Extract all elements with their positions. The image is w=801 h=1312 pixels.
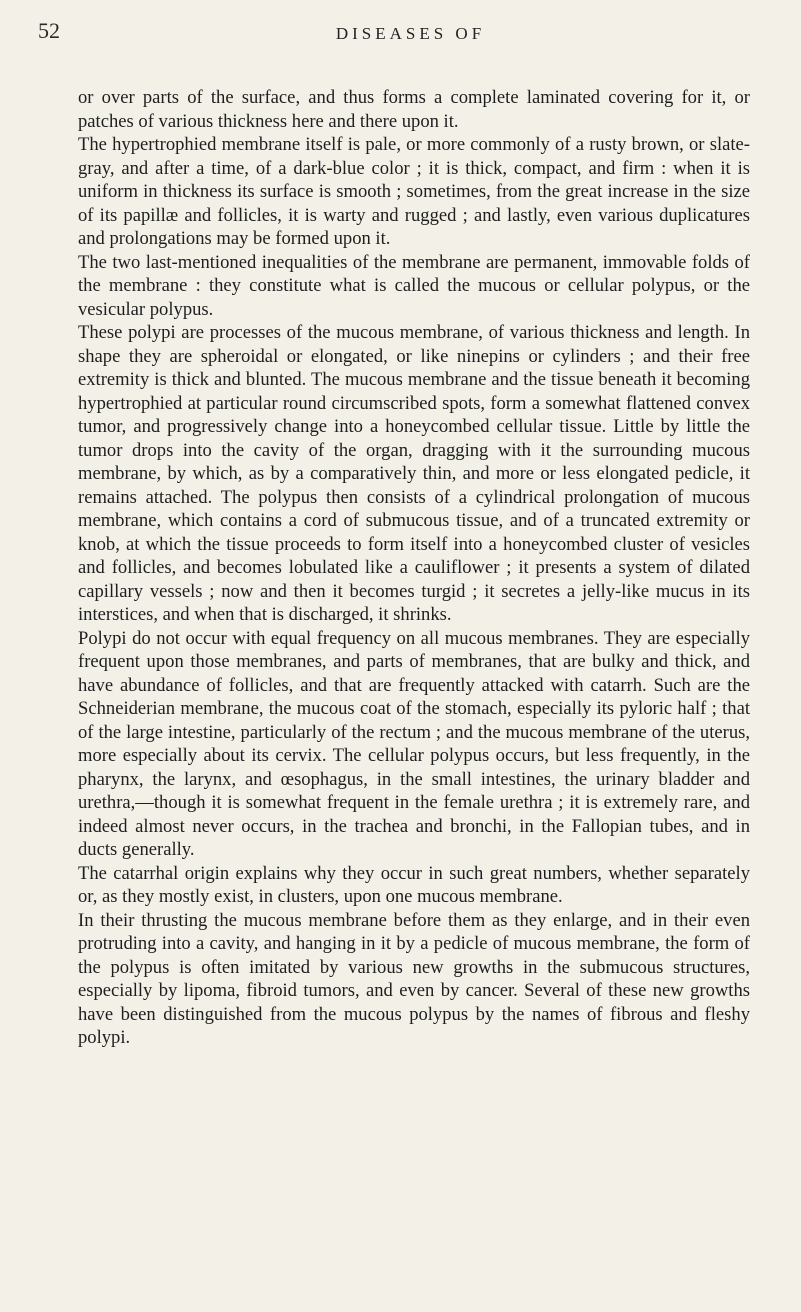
paragraph-2: The hypertrophied membrane itself is pale, or more commonly of a rusty brown, or slate-gray, and after a time, of a dark-blue color ; it is thick, compact, and firm : when it is uniform in thickness its surface is smooth ; sometimes, from the great increase in the size of its papillæ and follicles, it is warty and rugged ; and lastly, even various duplicatures and prolongations may be formed upon it.: [78, 134, 750, 249]
page-number: 52: [38, 18, 60, 43]
paragraph-5: Polypi do not occur with equal frequency on all mucous membranes. They are especially frequent upon those membranes, and parts of membranes, that are bulky and thick, and have abundance of follicles, and that are frequently attacked with catarrh. Such are the Schneiderian membrane, the mucous coat of the stomach, especially its pyloric half ; that of the large intestine, particularly of the rectum ; and the mucous membrane of the uterus, more especially about its cervix. The cellular polypus occurs, but less frequently, in the pharynx, the larynx, and œsophagus, in the small intestines, the urinary bladder and urethra,—though it is somewhat frequent in the female urethra ; it is extremely rare, and indeed almost never occurs, in the trachea and bronchi, in the Fallopian tubes, and in ducts generally.: [78, 627, 750, 860]
paragraph-1: or over parts of the surface, and thus forms a complete laminated covering for it, or patches of various thickness here and there upon it.: [78, 87, 750, 132]
paragraph-4: These polypi are processes of the mucous membrane, of various thickness and length. In shape they are spheroidal or elongated, or like ninepins or cylinders ; and their free extremity is thick and blunted. The mucous membrane and the tissue beneath it becoming hypertrophied at particular round circumscribed spots, form a somewhat flattened convex tumor, and progressively change into a honeycombed cellular tissue. Little by little the tumor drops into the cavity of the organ, dragging with it the surrounding mucous membrane, by which, as by a comparatively thin, and more or less elongated pedicle, it remains attached. The polypus then consists of a cylindrical prolongation of mucous membrane, which contains a cord of submucous tissue, and of a truncated extremity or knob, at which the tissue proceeds to form itself into a honeycombed cluster of vesicles and follicles, and becomes lobulated like a cauliflower ; it presents a system of dilated capillary vessels ; now and then it becomes turgid ; it secretes a jelly-like mucus in its interstices, and when that is discharged, it shrinks.: [78, 322, 750, 625]
body-text: [78, 86, 750, 1050]
paragraph-3: The two last-mentioned inequalities of the membrane are permanent, immovable folds of the membrane : they constitute what is called the mucous or cellular polypus, or the vesicular polypus.: [78, 251, 750, 320]
running-title: DISEASES OF: [335, 24, 486, 43]
paragraph-6: The catarrhal origin explains why they occur in such great numbers, whether separately or, as they mostly exist, in clusters, upon one mucous membrane.: [78, 862, 750, 907]
paragraph-7: In their thrusting the mucous membrane before them as they enlarge, and in their even protruding into a cavity, and hanging in it by a pedicle of mucous membrane, the form of the polypus is often imitated by various new growths in the submucous structures, especially by lipoma, fibroid tumors, and even by cancer. Several of these new growths have been distinguished from the mucous polypus by the names of fibrous and fleshy polypi.: [78, 909, 750, 1048]
